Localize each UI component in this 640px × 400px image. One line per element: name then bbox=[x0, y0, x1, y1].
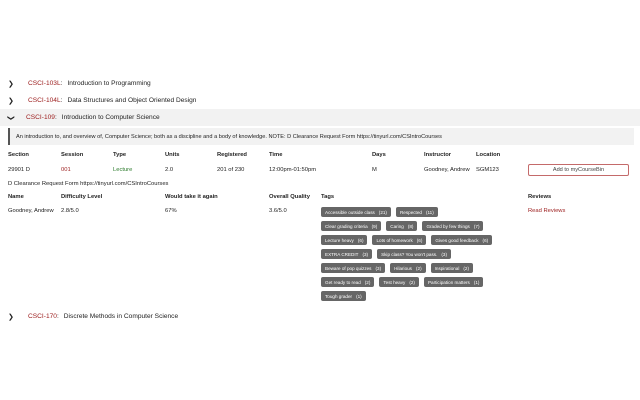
section-number: 29901 D bbox=[8, 167, 30, 173]
tag-label: Lots of homework bbox=[376, 237, 413, 243]
header-time: Time bbox=[269, 152, 283, 158]
read-reviews-link[interactable]: Read Reviews bbox=[528, 208, 566, 214]
tag-label: Caring bbox=[390, 223, 404, 229]
tag-label: EXTRA CREDIT bbox=[325, 251, 359, 257]
tag-count: (2) bbox=[409, 279, 415, 285]
tag-badge bbox=[379, 277, 419, 287]
tag-label: Participation matters bbox=[427, 279, 470, 285]
tag-line bbox=[321, 263, 521, 273]
tag-count: (3) bbox=[375, 265, 382, 271]
tag-count: (6) bbox=[416, 237, 423, 243]
header-reviews: Reviews bbox=[528, 194, 552, 200]
tag-badge bbox=[431, 235, 492, 245]
tag-label: Accessible outside class bbox=[325, 209, 375, 215]
session-link[interactable]: 001 bbox=[61, 167, 71, 173]
header-take-again: Would take it again bbox=[165, 194, 218, 200]
tag-count: (21) bbox=[378, 209, 387, 215]
tag-badge bbox=[386, 221, 417, 231]
section-days: M bbox=[372, 167, 377, 173]
tag-badge bbox=[321, 235, 367, 245]
tag-badge bbox=[431, 263, 473, 273]
tag-count: (2) bbox=[364, 279, 371, 285]
tag-label: Tough grader bbox=[325, 293, 353, 299]
course-row-csci-103l[interactable] bbox=[0, 75, 640, 92]
header-days: Days bbox=[372, 152, 386, 158]
clearance-note: D Clearance Request Form https://tinyurl.com/CSIntroCourses bbox=[8, 181, 169, 187]
header-instructor: Instructor bbox=[424, 152, 452, 158]
tag-badge bbox=[321, 291, 366, 301]
section-instructor: Goodney, Andrew bbox=[424, 167, 470, 173]
tag-count: (6) bbox=[357, 237, 364, 243]
rating-name: Goodney, Andrew bbox=[8, 208, 54, 214]
colon: : bbox=[54, 114, 57, 121]
tag-badge bbox=[372, 235, 426, 245]
tag-count: (3) bbox=[362, 251, 369, 257]
colon: : bbox=[56, 313, 59, 320]
tag-count: (1) bbox=[473, 279, 480, 285]
header-difficulty: Difficulty Level bbox=[61, 194, 103, 200]
tag-count: (1) bbox=[356, 293, 362, 299]
section-registered: 201 of 230 bbox=[217, 167, 245, 173]
tag-label: Inspirational bbox=[434, 265, 460, 271]
chevron-right-icon: ❯ bbox=[8, 97, 14, 105]
tag-label: Skip class? You won't pass. bbox=[381, 251, 438, 257]
course-title: Discrete Methods in Computer Science bbox=[63, 313, 179, 320]
course-row-csci-104l[interactable] bbox=[0, 92, 640, 109]
section-type: Lecture bbox=[113, 167, 133, 173]
rating-take-again: 67% bbox=[165, 208, 177, 214]
tag-count: (2) bbox=[463, 265, 470, 271]
tag-label: Gives good feedback bbox=[435, 237, 479, 243]
header-units: Units bbox=[165, 152, 180, 158]
tag-label: Get ready to read bbox=[325, 279, 361, 285]
tag-count: (3) bbox=[441, 251, 447, 257]
course-row-csci-109[interactable] bbox=[0, 109, 640, 126]
tag-badge bbox=[422, 221, 483, 231]
tag-count: (6) bbox=[482, 237, 489, 243]
course-code: CSCI-103L bbox=[28, 80, 61, 87]
header-name: Name bbox=[8, 194, 24, 200]
course-title: Introduction to Programming bbox=[67, 80, 151, 87]
tag-badge bbox=[390, 263, 426, 273]
tag-label: Test heavy bbox=[383, 279, 406, 285]
chevron-right-icon: ❯ bbox=[8, 313, 14, 321]
chevron-down-icon: ❯ bbox=[7, 114, 14, 121]
tag-line bbox=[321, 221, 521, 231]
tag-badge bbox=[321, 207, 391, 217]
tag-label: Respected bbox=[399, 209, 422, 215]
tag-label: Lecture heavy bbox=[325, 237, 354, 243]
section-location: SGM123 bbox=[476, 167, 499, 173]
tag-line bbox=[321, 207, 521, 217]
colon: : bbox=[60, 97, 63, 104]
tag-label: Beware of pop quizzes bbox=[325, 265, 372, 271]
tag-badge bbox=[424, 277, 484, 287]
tag-count: (9) bbox=[371, 223, 378, 229]
tag-label: Hilarious bbox=[394, 265, 412, 271]
tag-label: Graded by few things bbox=[426, 223, 470, 229]
course-code: CSCI-170 bbox=[28, 313, 57, 320]
tags-container bbox=[321, 207, 521, 305]
tag-line bbox=[321, 277, 521, 287]
course-title: Data Structures and Object Oriented Design bbox=[67, 97, 197, 104]
chevron-right-icon: ❯ bbox=[8, 80, 14, 88]
tag-badge bbox=[321, 249, 372, 259]
section-time: 12:00pm-01:50pm bbox=[269, 167, 317, 173]
tag-line bbox=[321, 291, 521, 301]
tag-count: (8) bbox=[407, 223, 414, 229]
tag-badge bbox=[377, 249, 451, 259]
tag-badge bbox=[321, 221, 381, 231]
tag-badge bbox=[321, 277, 374, 287]
course-row-csci-170[interactable] bbox=[0, 308, 640, 325]
tag-count: (11) bbox=[425, 209, 434, 215]
section-units: 2.0 bbox=[165, 167, 174, 173]
tag-line bbox=[321, 235, 521, 245]
course-code: CSCI-104L bbox=[28, 97, 61, 104]
tag-label: Clear grading criteria bbox=[325, 223, 368, 229]
header-tags: Tags bbox=[321, 194, 335, 200]
header-section: Section bbox=[8, 152, 29, 158]
course-code: CSCI-109 bbox=[26, 114, 55, 121]
rating-quality: 3.6/5.0 bbox=[269, 208, 287, 214]
tag-line bbox=[321, 249, 521, 259]
add-to-coursebin-button[interactable]: Add to myCourseBin bbox=[528, 164, 629, 176]
tag-count: (7) bbox=[473, 223, 480, 229]
tag-count: (2) bbox=[415, 265, 422, 271]
tag-badge bbox=[396, 207, 438, 217]
colon: : bbox=[60, 80, 63, 87]
header-session: Session bbox=[61, 152, 84, 158]
header-type: Type bbox=[113, 152, 127, 158]
course-title: Introduction to Computer Science bbox=[61, 114, 160, 121]
rating-difficulty: 2.8/5.0 bbox=[61, 208, 79, 214]
tag-badge bbox=[321, 263, 385, 273]
course-description: An introduction to, and overview of, Computer Science; both as a discipline and a body of knowledge. NOTE: D Clearance Request Form https://tinyurl.com/CSIntroCourses bbox=[8, 128, 634, 145]
header-quality: Overall Quality bbox=[269, 194, 310, 200]
header-registered: Registered bbox=[217, 152, 247, 158]
header-location: Location bbox=[476, 152, 501, 158]
